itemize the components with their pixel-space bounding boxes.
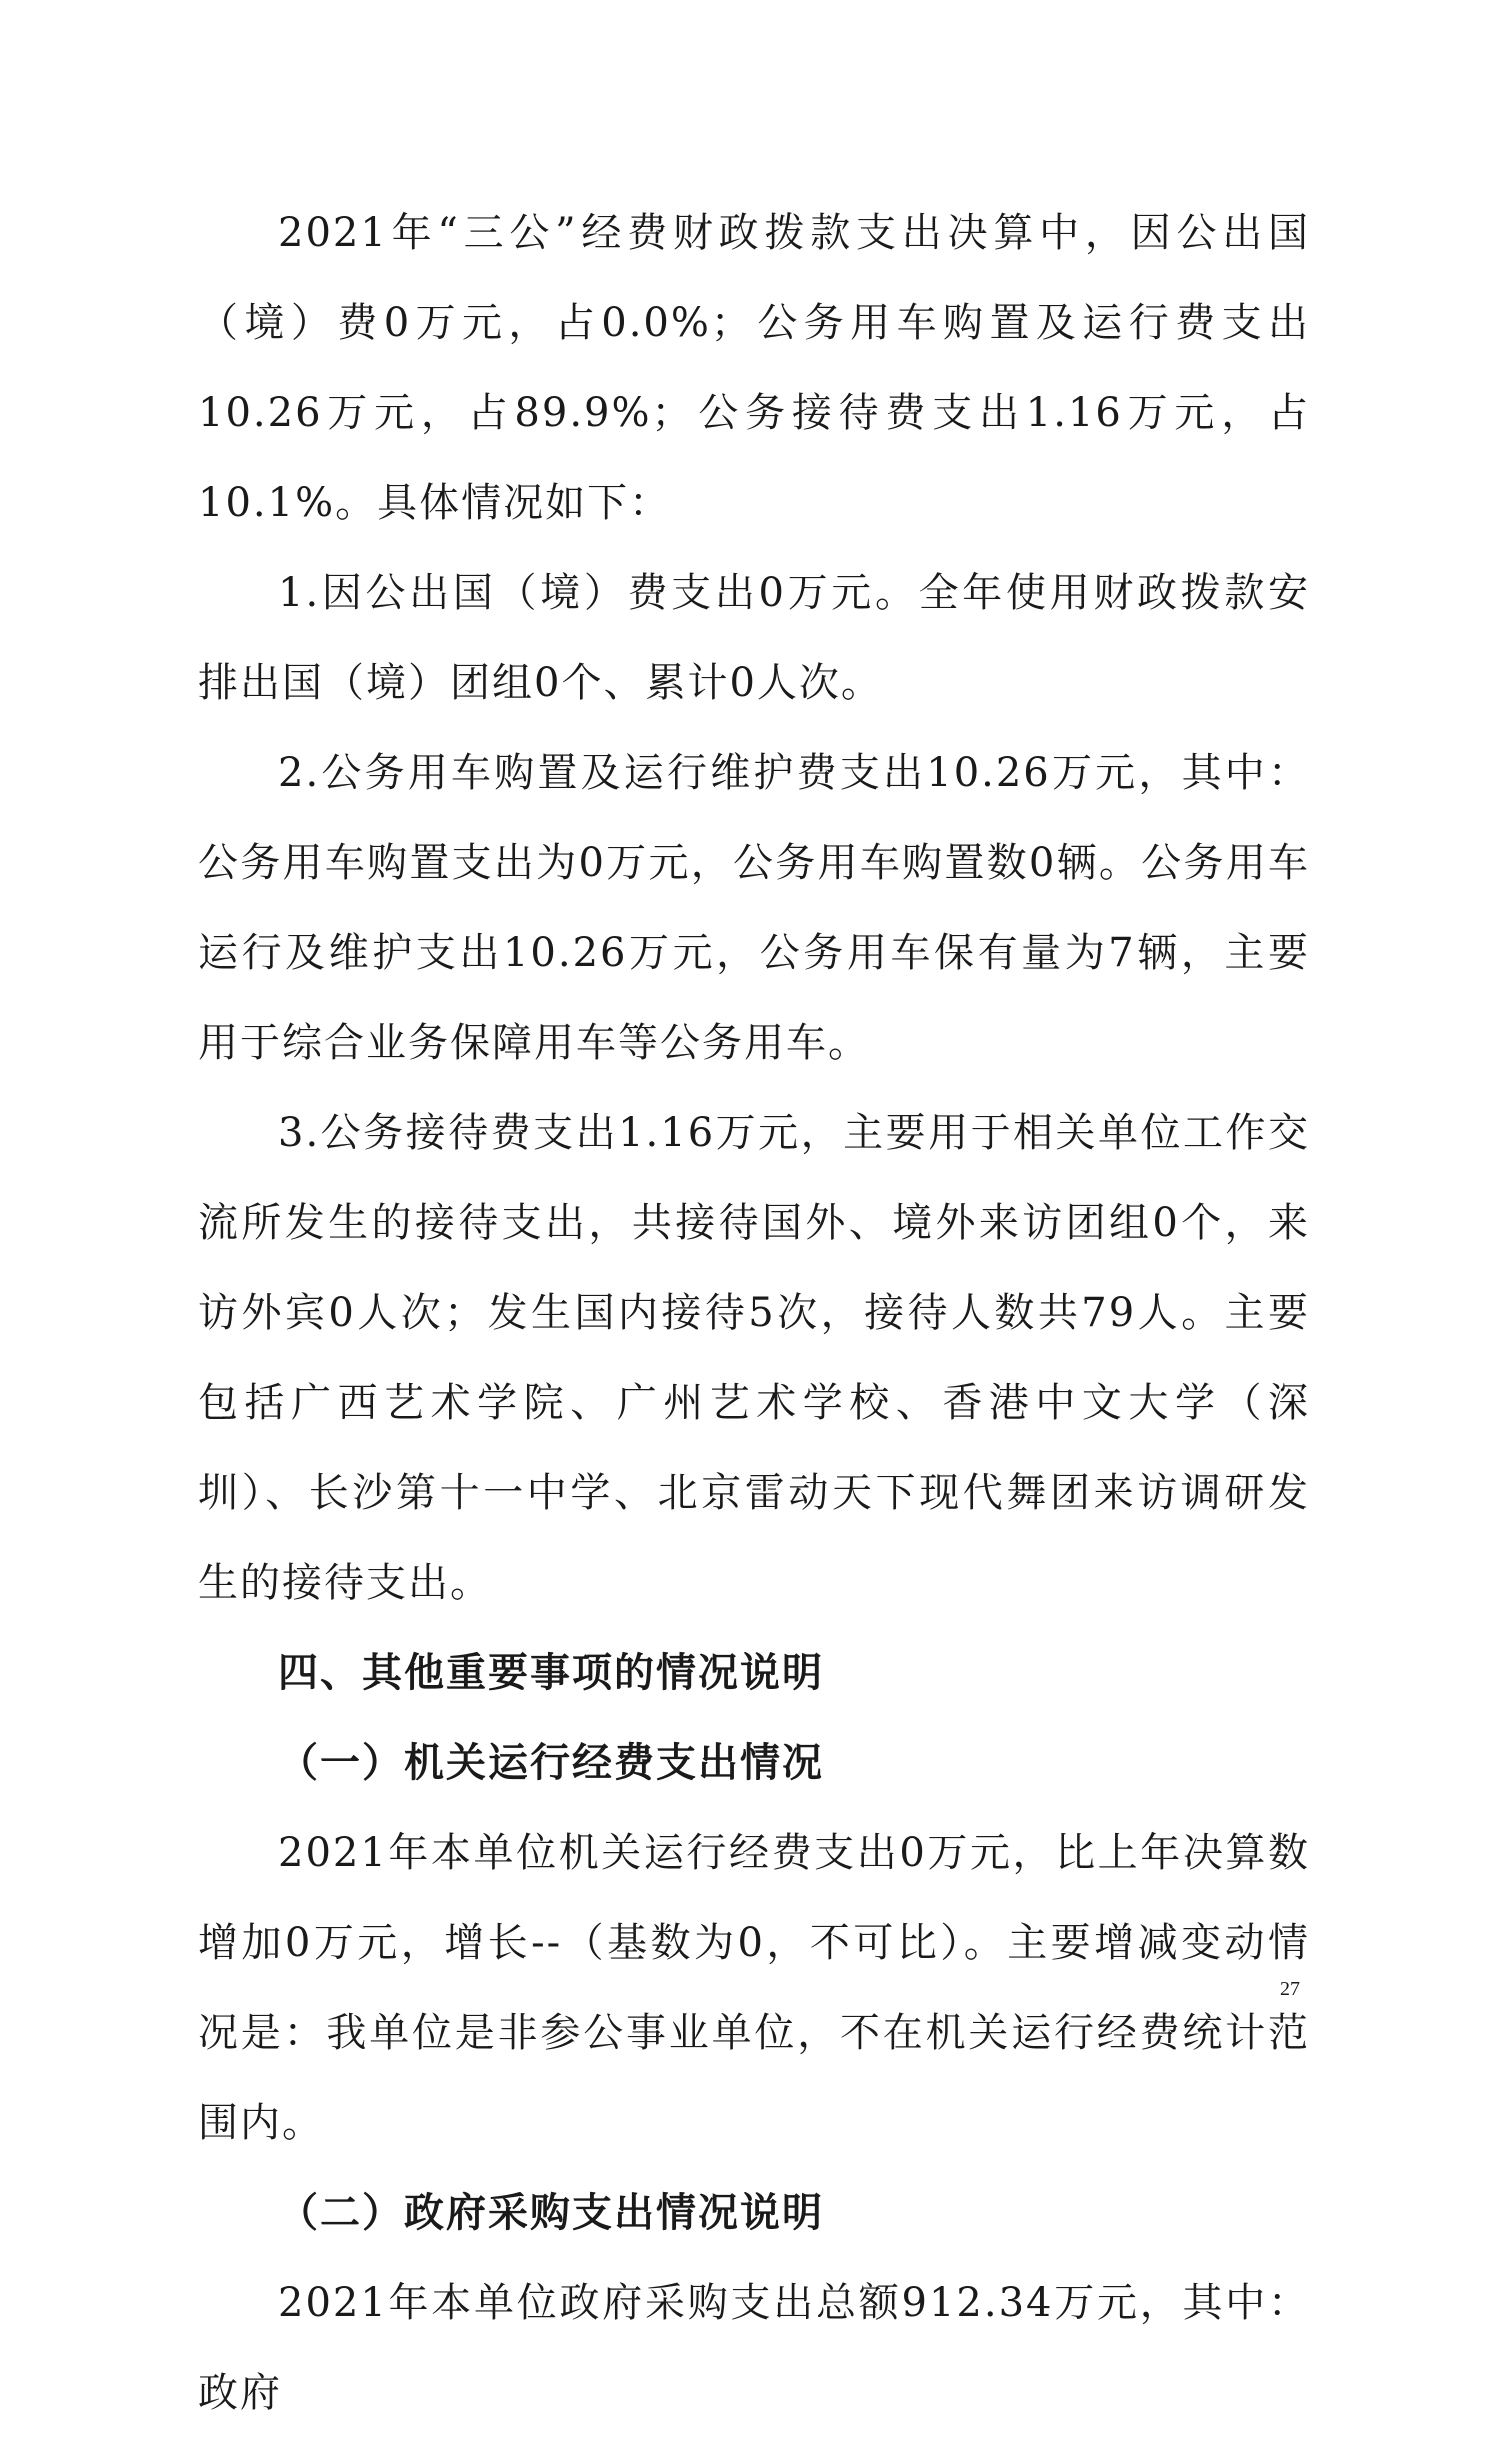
paragraph-procurement: 2021年本单位政府采购支出总额912.34万元，其中：政府 [198, 2280, 1310, 2416]
subsection-heading-operating-expenses: （一）机关运行经费支出情况 [278, 1740, 824, 1786]
paragraph-official-vehicles: 2.公务用车购置及运行维护费支出10.26万元，其中：公务用车购置支出为0万元，公务用车购置数0辆。公务用车运行及维护支出10.26万元，公务用车保有量为7辆，主要用于综合业务保障用车等公务用车。 [198, 750, 1310, 1066]
section-heading-other-matters: 四、其他重要事项的情况说明 [278, 1650, 824, 1696]
page-number: 27 [1280, 1978, 1300, 2000]
subsection-heading-procurement: （二）政府采购支出情况说明 [278, 2190, 824, 2236]
paragraph-operating-expenses: 2021年本单位机关运行经费支出0万元，比上年决算数增加0万元，增长--（基数为0，不可比）。主要增减变动情况是：我单位是非参公事业单位，不在机关运行经费统计范围内。 [198, 1830, 1310, 2146]
document-body [198, 188, 1310, 2438]
paragraph-official-reception: 3.公务接待费支出1.16万元，主要用于相关单位工作交流所发生的接待支出，共接待国外、境外来访团组0个，来访外宾0人次；发生国内接待5次，接待人数共79人。主要包括广西艺术学院、广州艺术学校、香港中文大学（深圳）、长沙第十一中学、北京雷动天下现代舞团来访调研发生的接待支出。 [198, 1110, 1310, 1606]
paragraph-sangong-summary: 2021年“三公”经费财政拨款支出决算中，因公出国（境）费0万元，占0.0%；公务用车购置及运行费支出10.26万元，占89.9%；公务接待费支出1.16万元，占10.1%。具体情况如下： [198, 210, 1310, 526]
paragraph-overseas-travel: 1.因公出国（境）费支出0万元。全年使用财政拨款安排出国（境）团组0个、累计0人次。 [198, 570, 1310, 706]
